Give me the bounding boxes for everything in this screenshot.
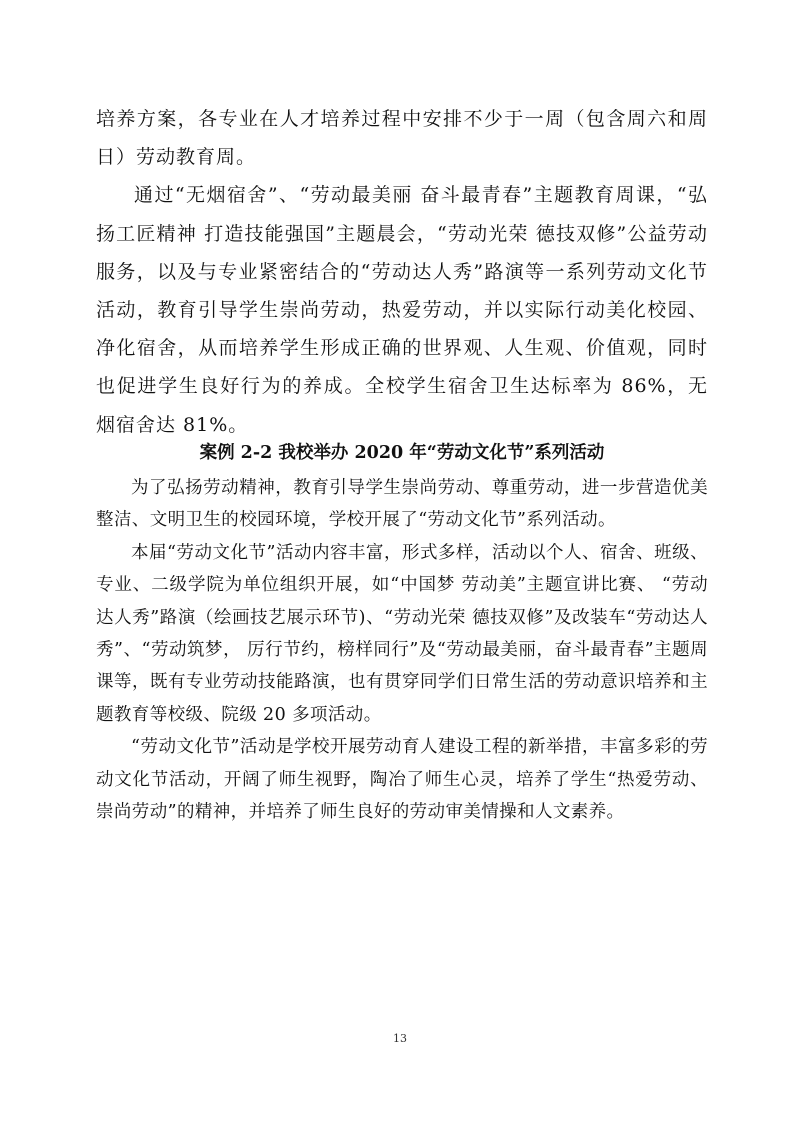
case-paragraph-purpose: 为了弘扬劳动精神，教育引导学生崇尚劳动、尊重劳动，进一步营造优美整洁、文明卫生的校园环境，学校开展了“劳动文化节”系列活动。	[96, 478, 708, 531]
case-paragraph-conclusion: “劳动文化节”活动是学校开展劳动育人建设工程的新举措，丰富多彩的劳动文化节活动，开阔了师生视野，陶冶了师生心灵，培养了学生“热爱劳动、崇尚劳动”的精神，并培养了师生良好的劳动审美情操和人文素养。	[96, 737, 708, 823]
case-body	[96, 472, 708, 828]
page-number: 13	[393, 1032, 407, 1045]
case-title: 案例 2-2 我校举办 2020 年“劳动文化节”系列活动	[199, 443, 605, 463]
paragraph-training-plan: 培养方案，各专业在人才培养过程中安排不少于一周（包含周六和周日）劳动教育周。	[96, 108, 708, 169]
paragraph-labor-activities: 通过“无烟宿舍”、“劳动最美丽 奋斗最青春”主题教育周课，“弘扬工匠精神 打造技能强国”主题晨会，“劳动光荣 德技双修”公益劳动服务，以及与专业紧密结合的“劳动达人秀”路演等一系列劳动文化节活动，教育引导学生崇尚劳动，热爱劳动，并以实际行动美化校园、净化宿舍，从而培养学生形成正确的世界观、人生观、价值观，同时也促进学生良好行为的养成。全校学生宿舍卫生达标率为 86%，无烟宿舍达 81%。	[96, 184, 708, 436]
report-body	[96, 100, 708, 444]
case-paragraph-content: 本届“劳动文化节”活动内容丰富，形式多样，活动以个人、宿舍、班级、专业、二级学院为单位组织开展，如“中国梦 劳动美”主题宣讲比赛、 “劳动达人秀”路演（绘画技艺展示环节)、“劳动光荣 德技双修”及改装车“劳动达人秀”、“劳动筑梦， 厉行节约，榜样同行”及“劳动最美丽，奋斗最青春”主题周课等，既有专业劳动技能路演，也有贯穿同学们日常生活的劳动意识培养和主题教育等校级、院级 20 多项活动。	[96, 542, 708, 725]
